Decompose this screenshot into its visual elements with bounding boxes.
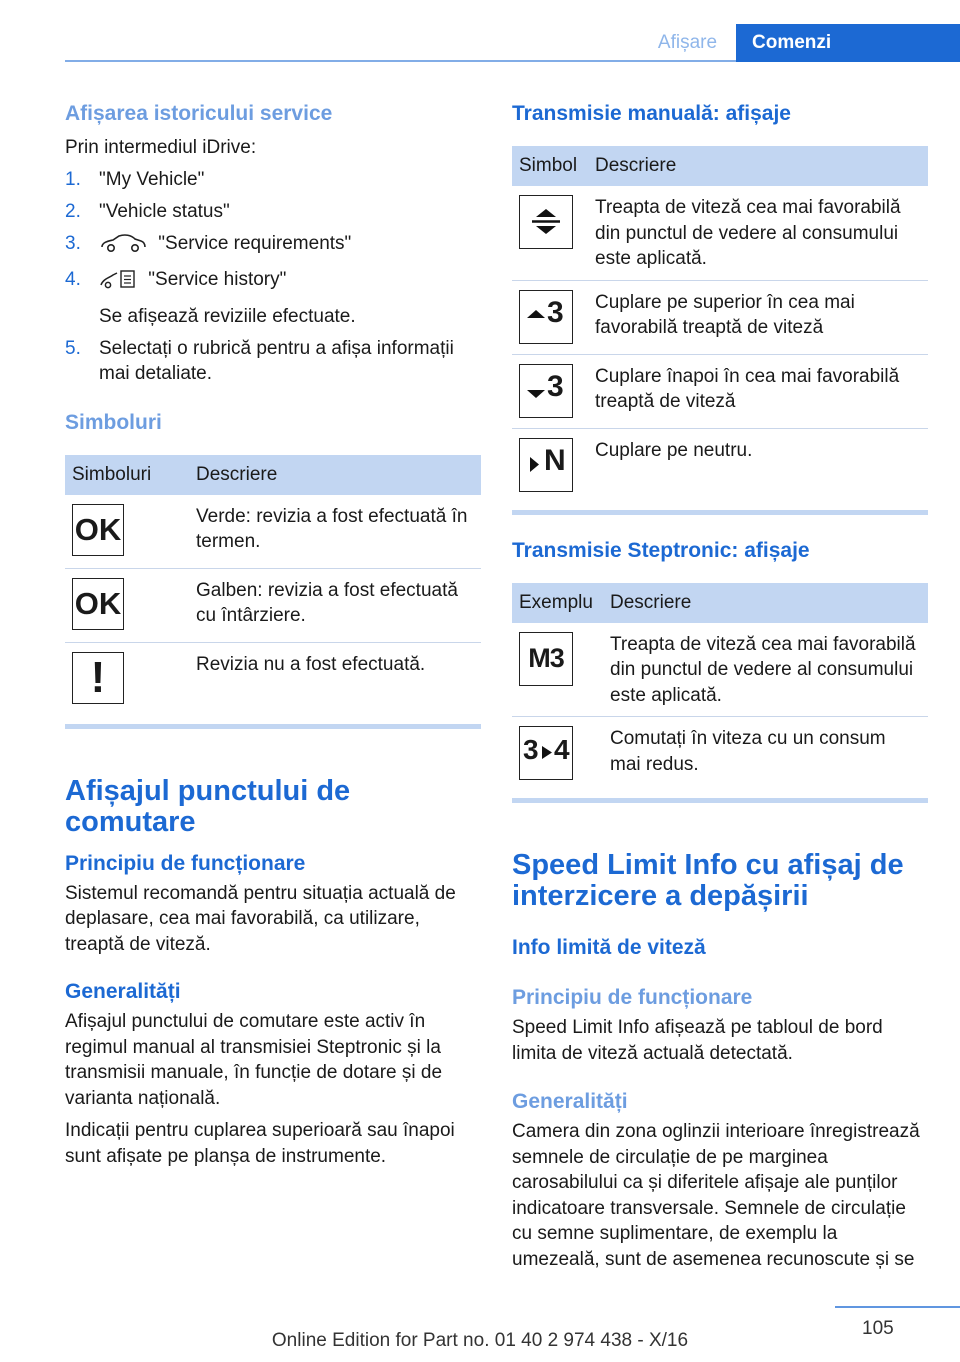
list-item: 5. Selectați o rubrică pentru a afișa informații mai detaliate. [65, 337, 454, 384]
general-text-1: Afișajul punctului de comutare este activ în regimul manual al transmisiei Steptronic și la transmisii manuale, în funcție de dotare și de varianta națională. [65, 1011, 443, 1109]
general-text-2: Indicații pentru cuplarea superioară sau înapoi sunt afișate pe planșa de instrumente. [65, 1120, 455, 1167]
table-separator [512, 798, 928, 803]
table-header: Simbol [512, 146, 588, 186]
table-header: Descriere [603, 583, 928, 623]
header-section-tab: Afișare [657, 32, 718, 53]
general-heading-right: Generalități [512, 1090, 628, 1113]
symbols-table [65, 455, 481, 716]
shift-point-heading: Afișajul punctului de comutare [65, 774, 351, 838]
table-row: M3 Treapta de viteză cea mai favorabilă din punctul de vedere al consumului este aplicată. [512, 623, 928, 717]
page-number-rule [835, 1306, 960, 1308]
steptronic-heading: Transmisie Steptronic: afișaje [512, 538, 810, 562]
principle-heading: Principiu de funcționare [65, 851, 306, 875]
car-icon [99, 233, 147, 261]
list-item: 1. "My Vehicle" [65, 169, 205, 190]
speed-limit-heading: Speed Limit Info cu afișaj de interzicere a depășirii [512, 849, 904, 912]
neutral-n-icon: N [519, 438, 573, 492]
shift-down-3-icon: 3 [519, 364, 573, 418]
service-history-icon [99, 269, 137, 297]
principle-text-right: Speed Limit Info afișează pe tabloul de bord limita de viteză actuală detectată. [512, 1017, 883, 1064]
manual-transmission-table [512, 146, 928, 502]
shift-up-3-icon: 3 [519, 290, 573, 344]
header-chapter-tab: Comenzi [736, 24, 960, 62]
page-number: 105 [862, 1318, 894, 1339]
exclamation-icon: ! [72, 652, 124, 704]
table-row: OK Galben: revizia a fost efectuată cu întârziere. [65, 568, 481, 642]
service-history-heading: Afișarea istoricului service [65, 102, 333, 125]
ok-yellow-icon: OK [72, 578, 124, 630]
table-row: 3 Cuplare înapoi în cea mai favorabilă treaptă de viteză [512, 354, 928, 428]
principle-text: Sistemul recomandă pentru situația actuală de deplasare, cea mai favorabilă, ca utilizare, treaptă de viteză. [65, 882, 456, 955]
ok-green-icon: OK [72, 504, 124, 556]
principle-heading-right: Principiu de funcționare [512, 986, 753, 1009]
table-header: Simboluri [65, 455, 189, 495]
table-row: 3 4 Comutați în viteza cu un consum mai redus. [512, 717, 928, 791]
table-row: N Cuplare pe neutru. [512, 428, 928, 502]
general-heading: Generalități [65, 980, 181, 1003]
list-item: 2. "Vehicle status" [65, 201, 230, 222]
left-column [65, 100, 481, 1169]
edition-footer: Online Edition for Part no. 01 40 2 974 438 - X/16 [271, 1330, 689, 1351]
speed-limit-subheading: Info limită de viteză [512, 936, 706, 959]
list-item: 4. "Service history" Se afișează reviziile efectuate. [65, 267, 481, 329]
table-header: Descriere [588, 146, 928, 186]
symbols-heading: Simboluri [65, 410, 162, 434]
table-header: Descriere [189, 455, 481, 495]
service-steps-list [65, 167, 481, 387]
table-header: Exemplu [512, 583, 603, 623]
steptronic-table [512, 583, 928, 791]
step-note: Se afișează reviziile efectuate. [99, 305, 356, 327]
list-item: 3. "Service requirements" [65, 231, 481, 261]
header-rule [65, 60, 960, 62]
up-down-arrows-icon [519, 195, 573, 249]
general-text-right: Camera din zona oglinzii interioare înregistrează semnele de circulație de pe marginea carosabilului ca și diferitele afișaje ale punților indicatoare transversale. Semnele de circulație cu semne suplimentare, de exemplu la umezeală, sunt de asemenea recunoscute și se [512, 1121, 920, 1270]
table-row: OK Verde: revizia a fost efectuată în termen. [65, 495, 481, 569]
m3-gear-icon: M3 [519, 632, 573, 686]
right-column [512, 100, 928, 1272]
service-intro: Prin intermediul iDrive: [65, 137, 257, 158]
shift-3-to-4-icon: 3 4 [519, 726, 573, 780]
manual-transmission-heading: Transmisie manuală: afișaje [512, 102, 791, 125]
table-separator [65, 724, 481, 729]
table-separator [512, 510, 928, 515]
table-row: ! Revizia nu a fost efectuată. [65, 642, 481, 716]
table-row: Treapta de viteză cea mai favorabilă din punctul de vedere al consumului este aplicată. [512, 186, 928, 280]
table-row: 3 Cuplare pe superior în cea mai favorabilă treaptă de viteză [512, 280, 928, 354]
